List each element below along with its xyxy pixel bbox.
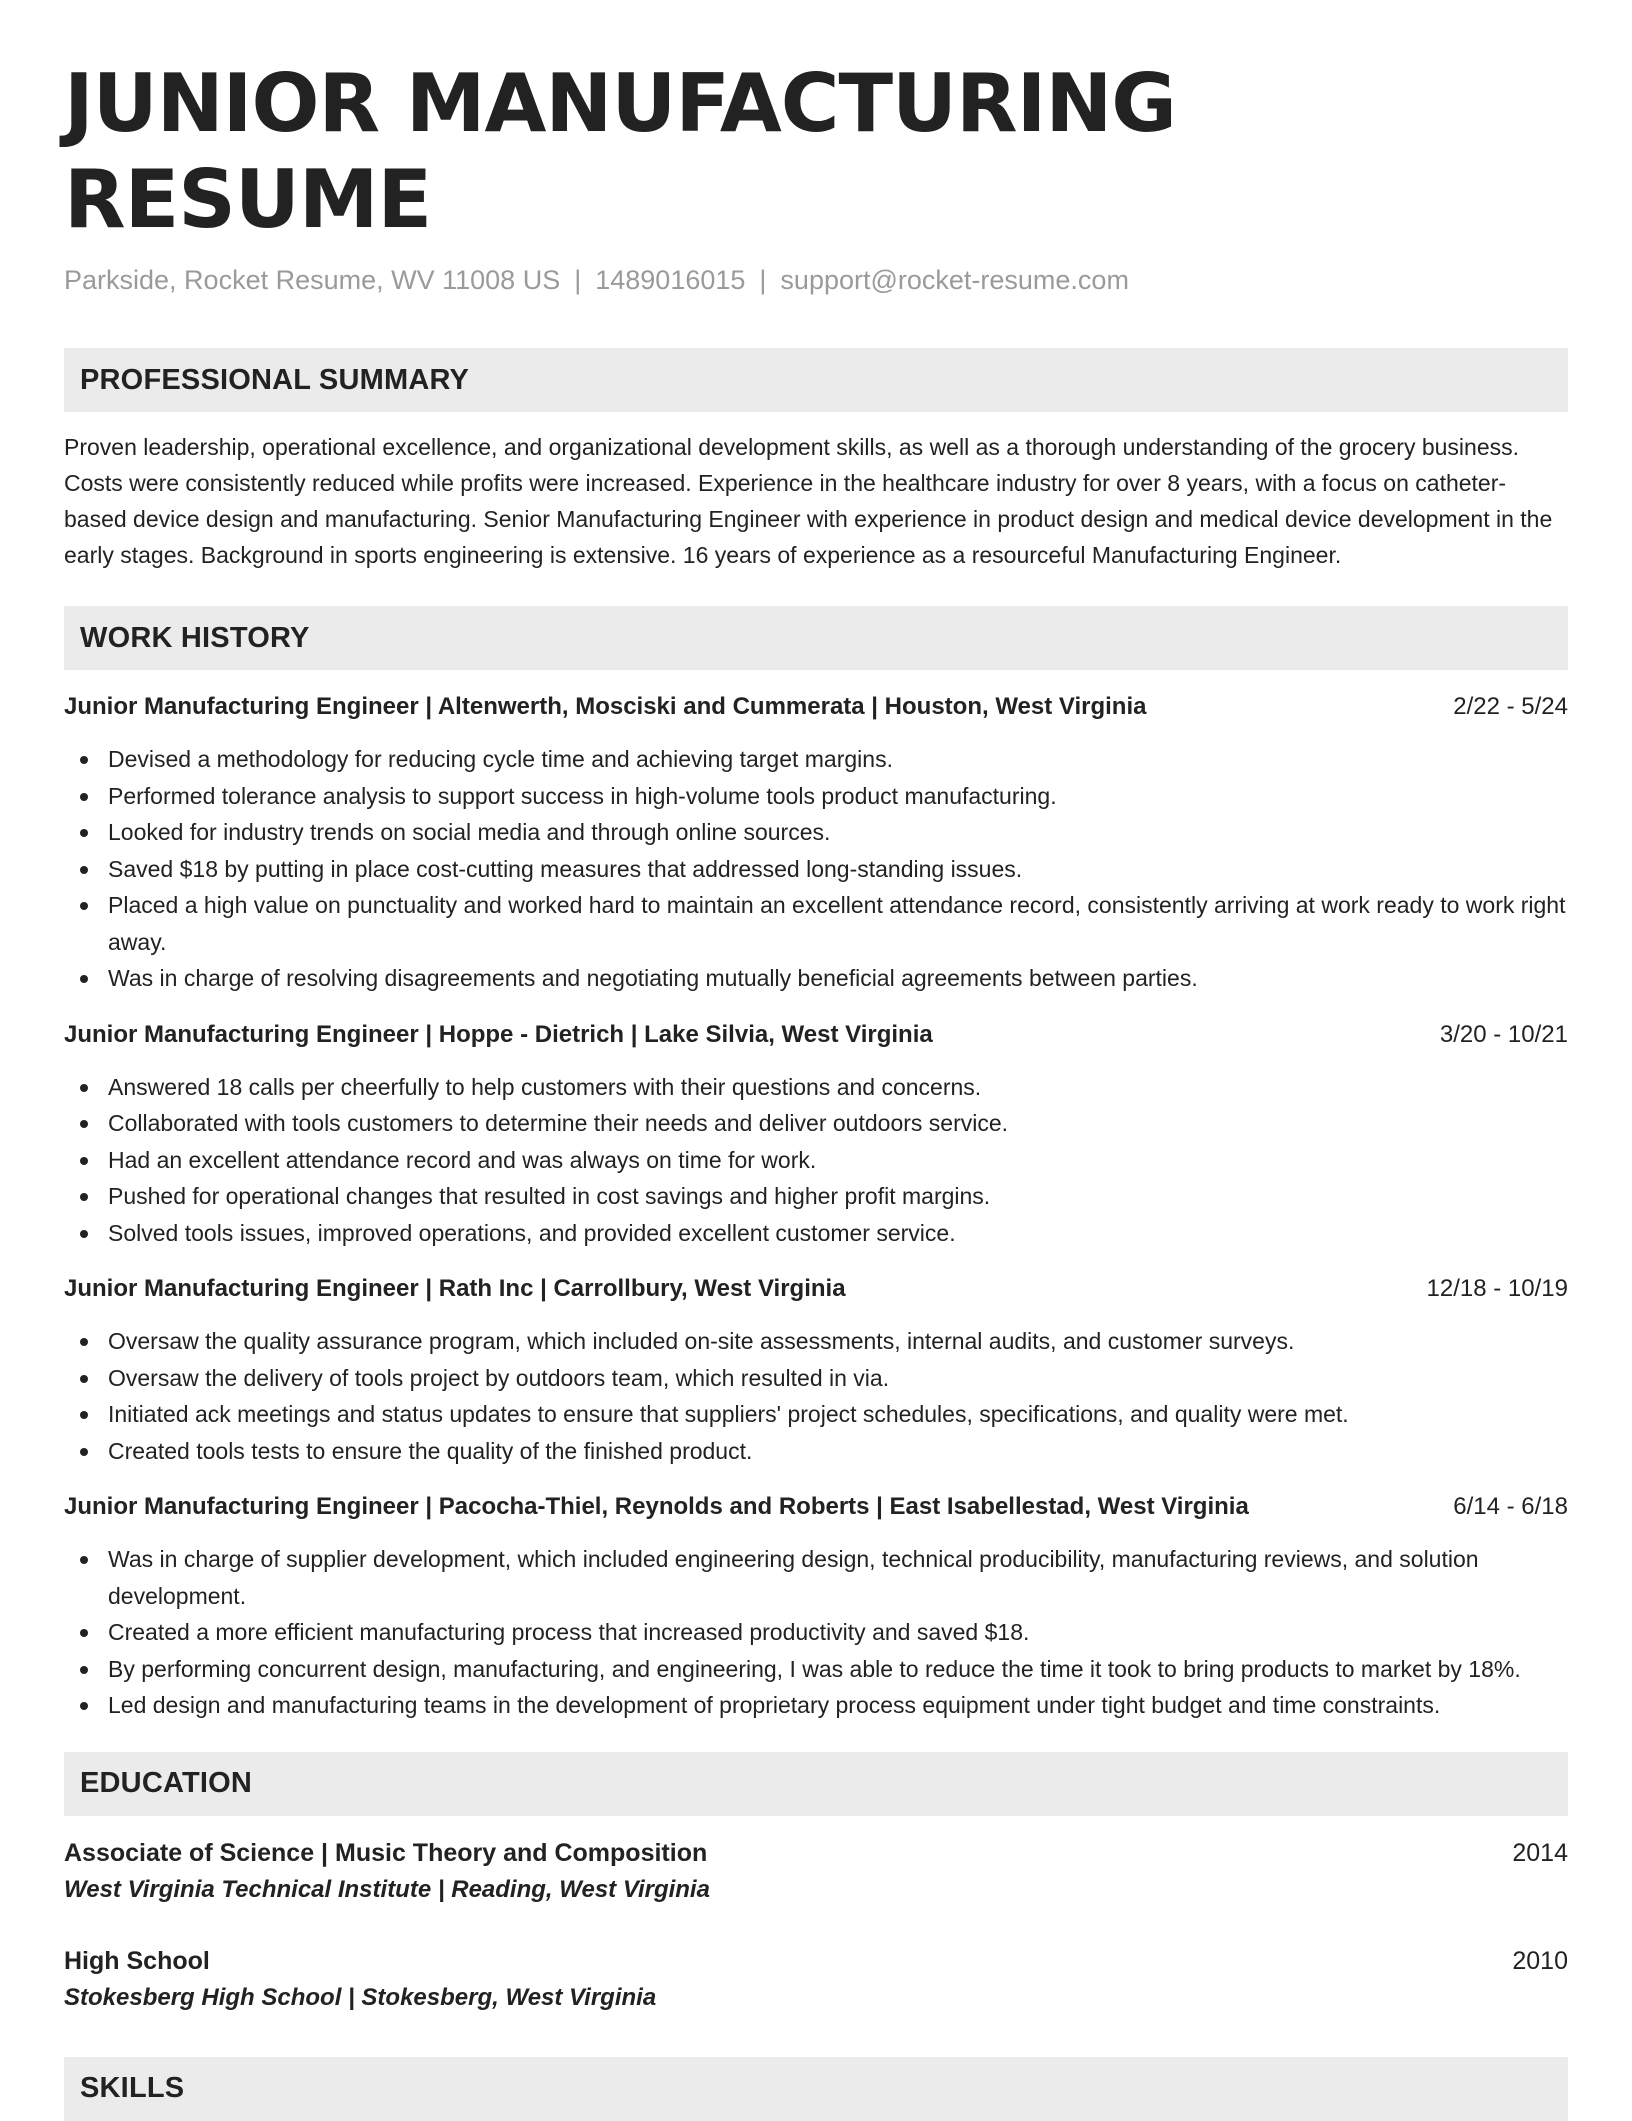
job-entry [64, 689, 1568, 997]
job-bullet: Pushed for operational changes that resulted in cost savings and higher profit margins. [108, 1178, 1568, 1215]
job-bullet: Created a more efficient manufacturing process that increased productivity and saved $18. [108, 1614, 1568, 1651]
contact-separator: | [574, 265, 582, 295]
job-header [64, 1017, 1568, 1053]
contact-line [64, 262, 1568, 298]
job-entry [64, 1017, 1568, 1252]
education-school: West Virginia Technical Institute | Reading, West Virginia [64, 1875, 710, 1903]
job-bullet: Initiated ack meetings and status updates to ensure that suppliers' project schedules, specifications, and quality were met. [108, 1396, 1568, 1433]
education-entry [64, 1943, 1568, 2017]
job-header [64, 1271, 1568, 1307]
job-bullet: Led design and manufacturing teams in the development of proprietary process equipment under tight budget and time constraints. [108, 1687, 1568, 1724]
education-degree: Associate of Science | Music Theory and Composition [64, 1838, 708, 1867]
contact-email: support@rocket-resume.com [780, 265, 1129, 295]
job-bullet: Was in charge of supplier development, which included engineering design, technical producibility, manufacturing reviews, and solution development. [108, 1541, 1568, 1614]
resume-title: JUNIOR MANUFACTURING RESUME [64, 57, 1176, 246]
section-heading-education: EDUCATION [64, 1752, 1568, 1816]
contact-phone: 1489016015 [595, 265, 746, 295]
job-bullet: Performed tolerance analysis to support success in high-volume tools product manufacturing. [108, 778, 1568, 815]
job-dates: 3/20 - 10/21 [1439, 1020, 1568, 1048]
job-bullet: Devised a methodology for reducing cycle time and achieving target margins. [108, 741, 1568, 778]
job-bullet: Solved tools issues, improved operations, and provided excellent customer service. [108, 1215, 1568, 1252]
job-entry [64, 1271, 1568, 1469]
education-degree: High School [64, 1946, 210, 1975]
education-entry [64, 1835, 1568, 1909]
job-bullet: Answered 18 calls per cheerfully to help customers with their questions and concerns. [108, 1069, 1568, 1106]
job-bullet: Had an excellent attendance record and was always on time for work. [108, 1142, 1568, 1179]
job-bullet-list [64, 741, 1568, 997]
job-dates: 6/14 - 6/18 [1453, 1493, 1568, 1520]
job-bullet: Oversaw the quality assurance program, which included on-site assessments, internal audits, and customer surveys. [108, 1323, 1568, 1360]
job-header [64, 1489, 1568, 1525]
job-title: Junior Manufacturing Engineer | Rath Inc | Carrollbury, West Virginia [64, 1275, 846, 1302]
education-year: 2010 [1512, 1946, 1568, 1975]
job-title: Junior Manufacturing Engineer | Pacocha-Thiel, Reynolds and Roberts | East Isabellestad, West Virginia [64, 1493, 1249, 1520]
summary-text: Proven leadership, operational excellence, and organizational development skills, as well as a thorough understanding of the grocery business. Costs were consistently reduced while profits were increased. Experience in the healthcare industry for over 8 years, with a focus on catheter-based device design and manufacturing. Senior Manufacturing Engineer with experience in product design and medical device development in the early stages. Background in sports engineering is extensive. 16 years of experience as a resourceful Manufacturing Engineer. [64, 434, 1553, 568]
section-heading-skills: SKILLS [64, 2057, 1568, 2121]
contact-separator: | [759, 265, 767, 295]
job-bullet: Looked for industry trends on social media and through online sources. [108, 814, 1568, 851]
education-header [64, 1943, 1568, 1979]
job-entry [64, 1489, 1568, 1724]
job-dates: 12/18 - 10/19 [1426, 1275, 1568, 1302]
job-dates: 2/22 - 5/24 [1453, 693, 1568, 720]
job-bullet-list [64, 1323, 1568, 1469]
job-header [64, 689, 1568, 725]
section-heading-summary: PROFESSIONAL SUMMARY [64, 348, 1568, 412]
job-bullet-list [64, 1069, 1568, 1252]
job-title: Junior Manufacturing Engineer | Hoppe - Dietrich | Lake Silvia, West Virginia [64, 1020, 933, 1048]
job-bullet: Was in charge of resolving disagreements and negotiating mutually beneficial agreements between parties. [108, 960, 1568, 997]
job-bullet: Oversaw the delivery of tools project by outdoors team, which resulted in via. [108, 1360, 1568, 1397]
contact-address: Parkside, Rocket Resume, WV 11008 US [64, 265, 561, 295]
job-bullet: Saved $18 by putting in place cost-cutting measures that addressed long-standing issues. [108, 851, 1568, 888]
job-title: Junior Manufacturing Engineer | Altenwerth, Mosciski and Cummerata | Houston, West Virginia [64, 693, 1147, 720]
education-header [64, 1835, 1568, 1871]
job-bullet-list [64, 1541, 1568, 1724]
job-bullet: By performing concurrent design, manufacturing, and engineering, I was able to reduce the time it took to bring products to market by 18%. [108, 1651, 1568, 1688]
job-bullet: Created tools tests to ensure the quality of the finished product. [108, 1433, 1568, 1470]
job-bullet: Collaborated with tools customers to determine their needs and deliver outdoors service. [108, 1105, 1568, 1142]
section-heading-work-history: WORK HISTORY [64, 606, 1568, 670]
education-school: Stokesberg High School | Stokesberg, West Virginia [64, 1983, 657, 2011]
job-bullet: Placed a high value on punctuality and worked hard to maintain an excellent attendance record, consistently arriving at work ready to work right away. [108, 887, 1568, 960]
education-year: 2014 [1512, 1838, 1568, 1867]
